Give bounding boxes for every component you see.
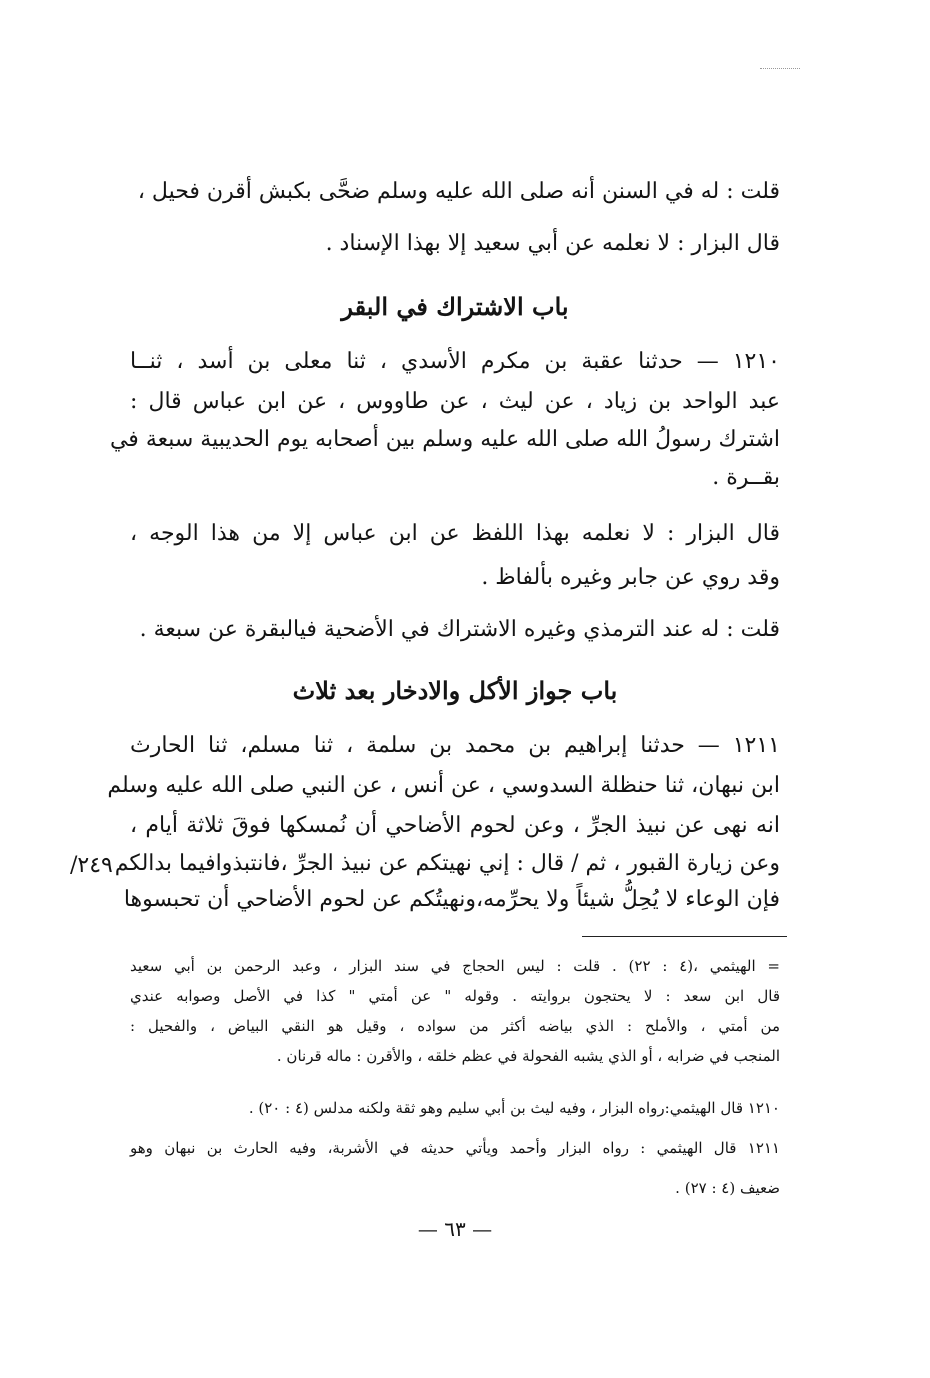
chapter-heading: باب الاشتراك في البقر xyxy=(341,292,569,321)
qult-line: قلت : له عند الترمذي وغيره الاشتراك في الأضحية فيالبقرة عن سبعة . xyxy=(139,617,780,642)
text-line: قال البزار : لا نعلمه عن أبي سعيد إلا بهذا الإسناد . xyxy=(325,231,780,256)
chapter-heading: باب جواز الأكل والادخار بعد ثلاث xyxy=(292,676,618,705)
footnote-1211-cont: ضعيف (٤ : ٢٧) . xyxy=(675,1179,780,1197)
hadith-line: وعن زيارة القبور ، ثم / قال : إني نهيتكم عن نبيذ الجرِّ ،فانتبذوافيما بدالكم xyxy=(114,851,780,876)
footnote-separator xyxy=(582,936,787,937)
hadith-line: ابن نبهان، ثنا حنظلة السدوسي ، عن أنس ، عن النبي صلى الله عليه وسلم xyxy=(107,773,780,798)
hadith-line: بقــرة . xyxy=(712,465,780,490)
scan-speck xyxy=(760,68,800,70)
footnote-line: من أمتي ، والأملح : الذي بياضه أكثر من سواده ، وقيل هو النقي البياض ، والفحيل : xyxy=(130,1017,780,1035)
comment-line: وقد روي عن جابر وغيره بألفاظ . xyxy=(481,565,780,590)
hadith-line: اشترك رسولُ الله صلى الله عليه وسلم بين أصحابه يوم الحديبية سبعة في xyxy=(109,427,780,452)
footnote-1211: ١٢١١ قال الهيثمي : رواه البزار وأحمد ويأتي حديثه في الأشربة، وفيه الحارث بن نبهان وهو xyxy=(130,1139,780,1157)
footnote-line: = الهيثمي ،(٤ : ٢٢) . قلت : ليس الحجاج في سند البزار ، وعبد الرحمن بن أبي سعيد xyxy=(130,957,780,975)
hadith-line: عبد الواحد بن زياد ، عن ليث ، عن طاووس ، عن ابن عباس قال : xyxy=(130,389,780,414)
text-line: قلت : له في السنن أنه صلى الله عليه وسلم ضحَّى بكبش أقرن فحيل ، xyxy=(137,179,780,204)
hadith-line: فإن الوعاء لا يُحِلُّ شيئاً ولا يحرِّمه،ونهيتُكم عن لحوم الأضاحي أن تحبسوها xyxy=(123,887,780,912)
hadith-line: انه نهى عن نبيذ الجرِّ ، وعن لحوم الأضاحي أن نُمسكها فوقَ ثلاثة أيام ، xyxy=(130,813,780,838)
footnote-line: قال ابن سعد : لا يحتجون بروايته . وقوله " عن أمتي " كذا في الأصل وصوابه عندي xyxy=(130,987,780,1005)
hadith-line: ١٢١١ — حدثنا إبراهيم بن محمد بن سلمة ، ثنا مسلم، ثنا الحارث xyxy=(130,733,780,758)
footnote-1210: ١٢١٠ قال الهيثمي:رواه البزار ، وفيه ليث بن أبي سليم وهو ثقة ولكنه مدلس (٤ : ٢٠) . xyxy=(248,1099,780,1117)
comment-line: قال البزار : لا نعلمه بهذا اللفظ عن ابن عباس إلا من هذا الوجه ، xyxy=(130,521,780,546)
footnote-line: المنجب في ضرابه ، أو الذي يشبه الفحولة في عظم خلقه ، والأقرن : ماله قرنان . xyxy=(276,1047,780,1065)
hadith-line: ١٢١٠ — حدثنا عقبة بن مكرم الأسدي ، ثنا معلى بن أسد ، ثنــا xyxy=(130,349,780,374)
page-number: — ٦٣ — xyxy=(417,1217,493,1241)
margin-page-marker: ٢٤٩/ xyxy=(70,853,113,878)
